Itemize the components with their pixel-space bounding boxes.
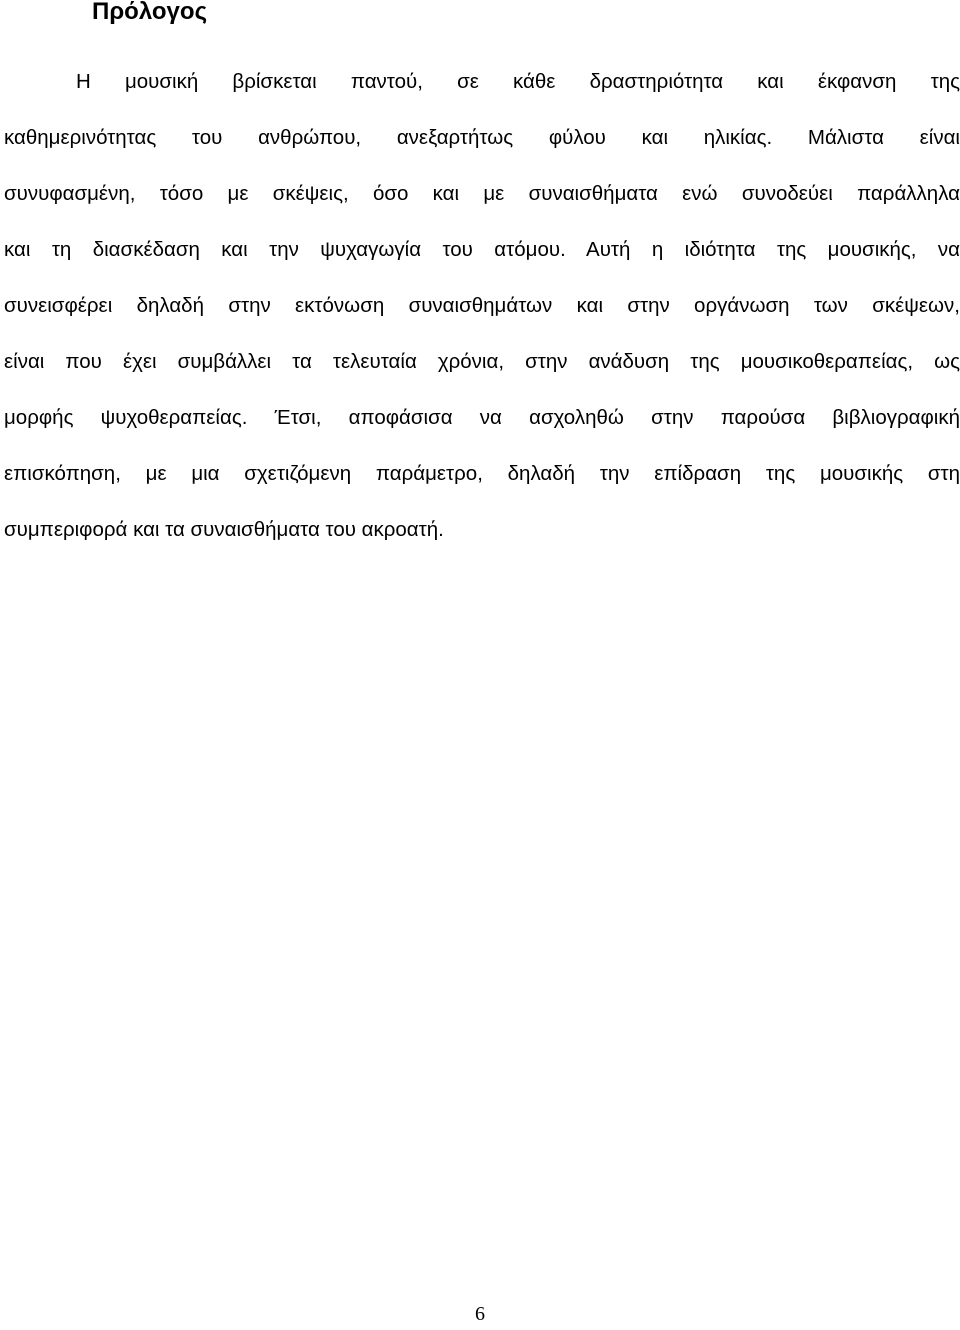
page-title: Πρόλογος — [92, 0, 208, 25]
prologue-paragraph — [4, 66, 960, 570]
paragraph-line: Η μουσική βρίσκεται παντού, σε κάθε δραστηριότητα και έκφανση της — [76, 70, 960, 93]
paragraph-line: συμπεριφορά και τα συναισθήματα του ακροατή. — [4, 518, 444, 541]
paragraph-line: καθημερινότητας του ανθρώπου, ανεξαρτήτως φύλου και ηλικίας. Μάλιστα είναι — [4, 126, 960, 149]
paragraph-line: και τη διασκέδαση και την ψυχαγωγία του ατόμου. Αυτή η ιδιότητα της μουσικής, να — [4, 238, 960, 261]
paragraph-line: συνεισφέρει δηλαδή στην εκτόνωση συναισθημάτων και στην οργάνωση των σκέψεων, — [4, 294, 960, 317]
paragraph-line: μορφής ψυχοθεραπείας. Έτσι, αποφάσισα να ασχοληθώ στην παρούσα βιβλιογραφική — [4, 406, 960, 429]
page-number: 6 — [475, 1303, 485, 1325]
paragraph-line: συνυφασμένη, τόσο με σκέψεις, όσο και με συναισθήματα ενώ συνοδεύει παράλληλα — [4, 182, 960, 205]
paragraph-line: επισκόπηση, με μια σχετιζόμενη παράμετρο, δηλαδή την επίδραση της μουσικής στη — [4, 462, 960, 485]
paragraph-line: είναι που έχει συμβάλλει τα τελευταία χρόνια, στην ανάδυση της μουσικοθεραπείας, ως — [4, 350, 960, 373]
